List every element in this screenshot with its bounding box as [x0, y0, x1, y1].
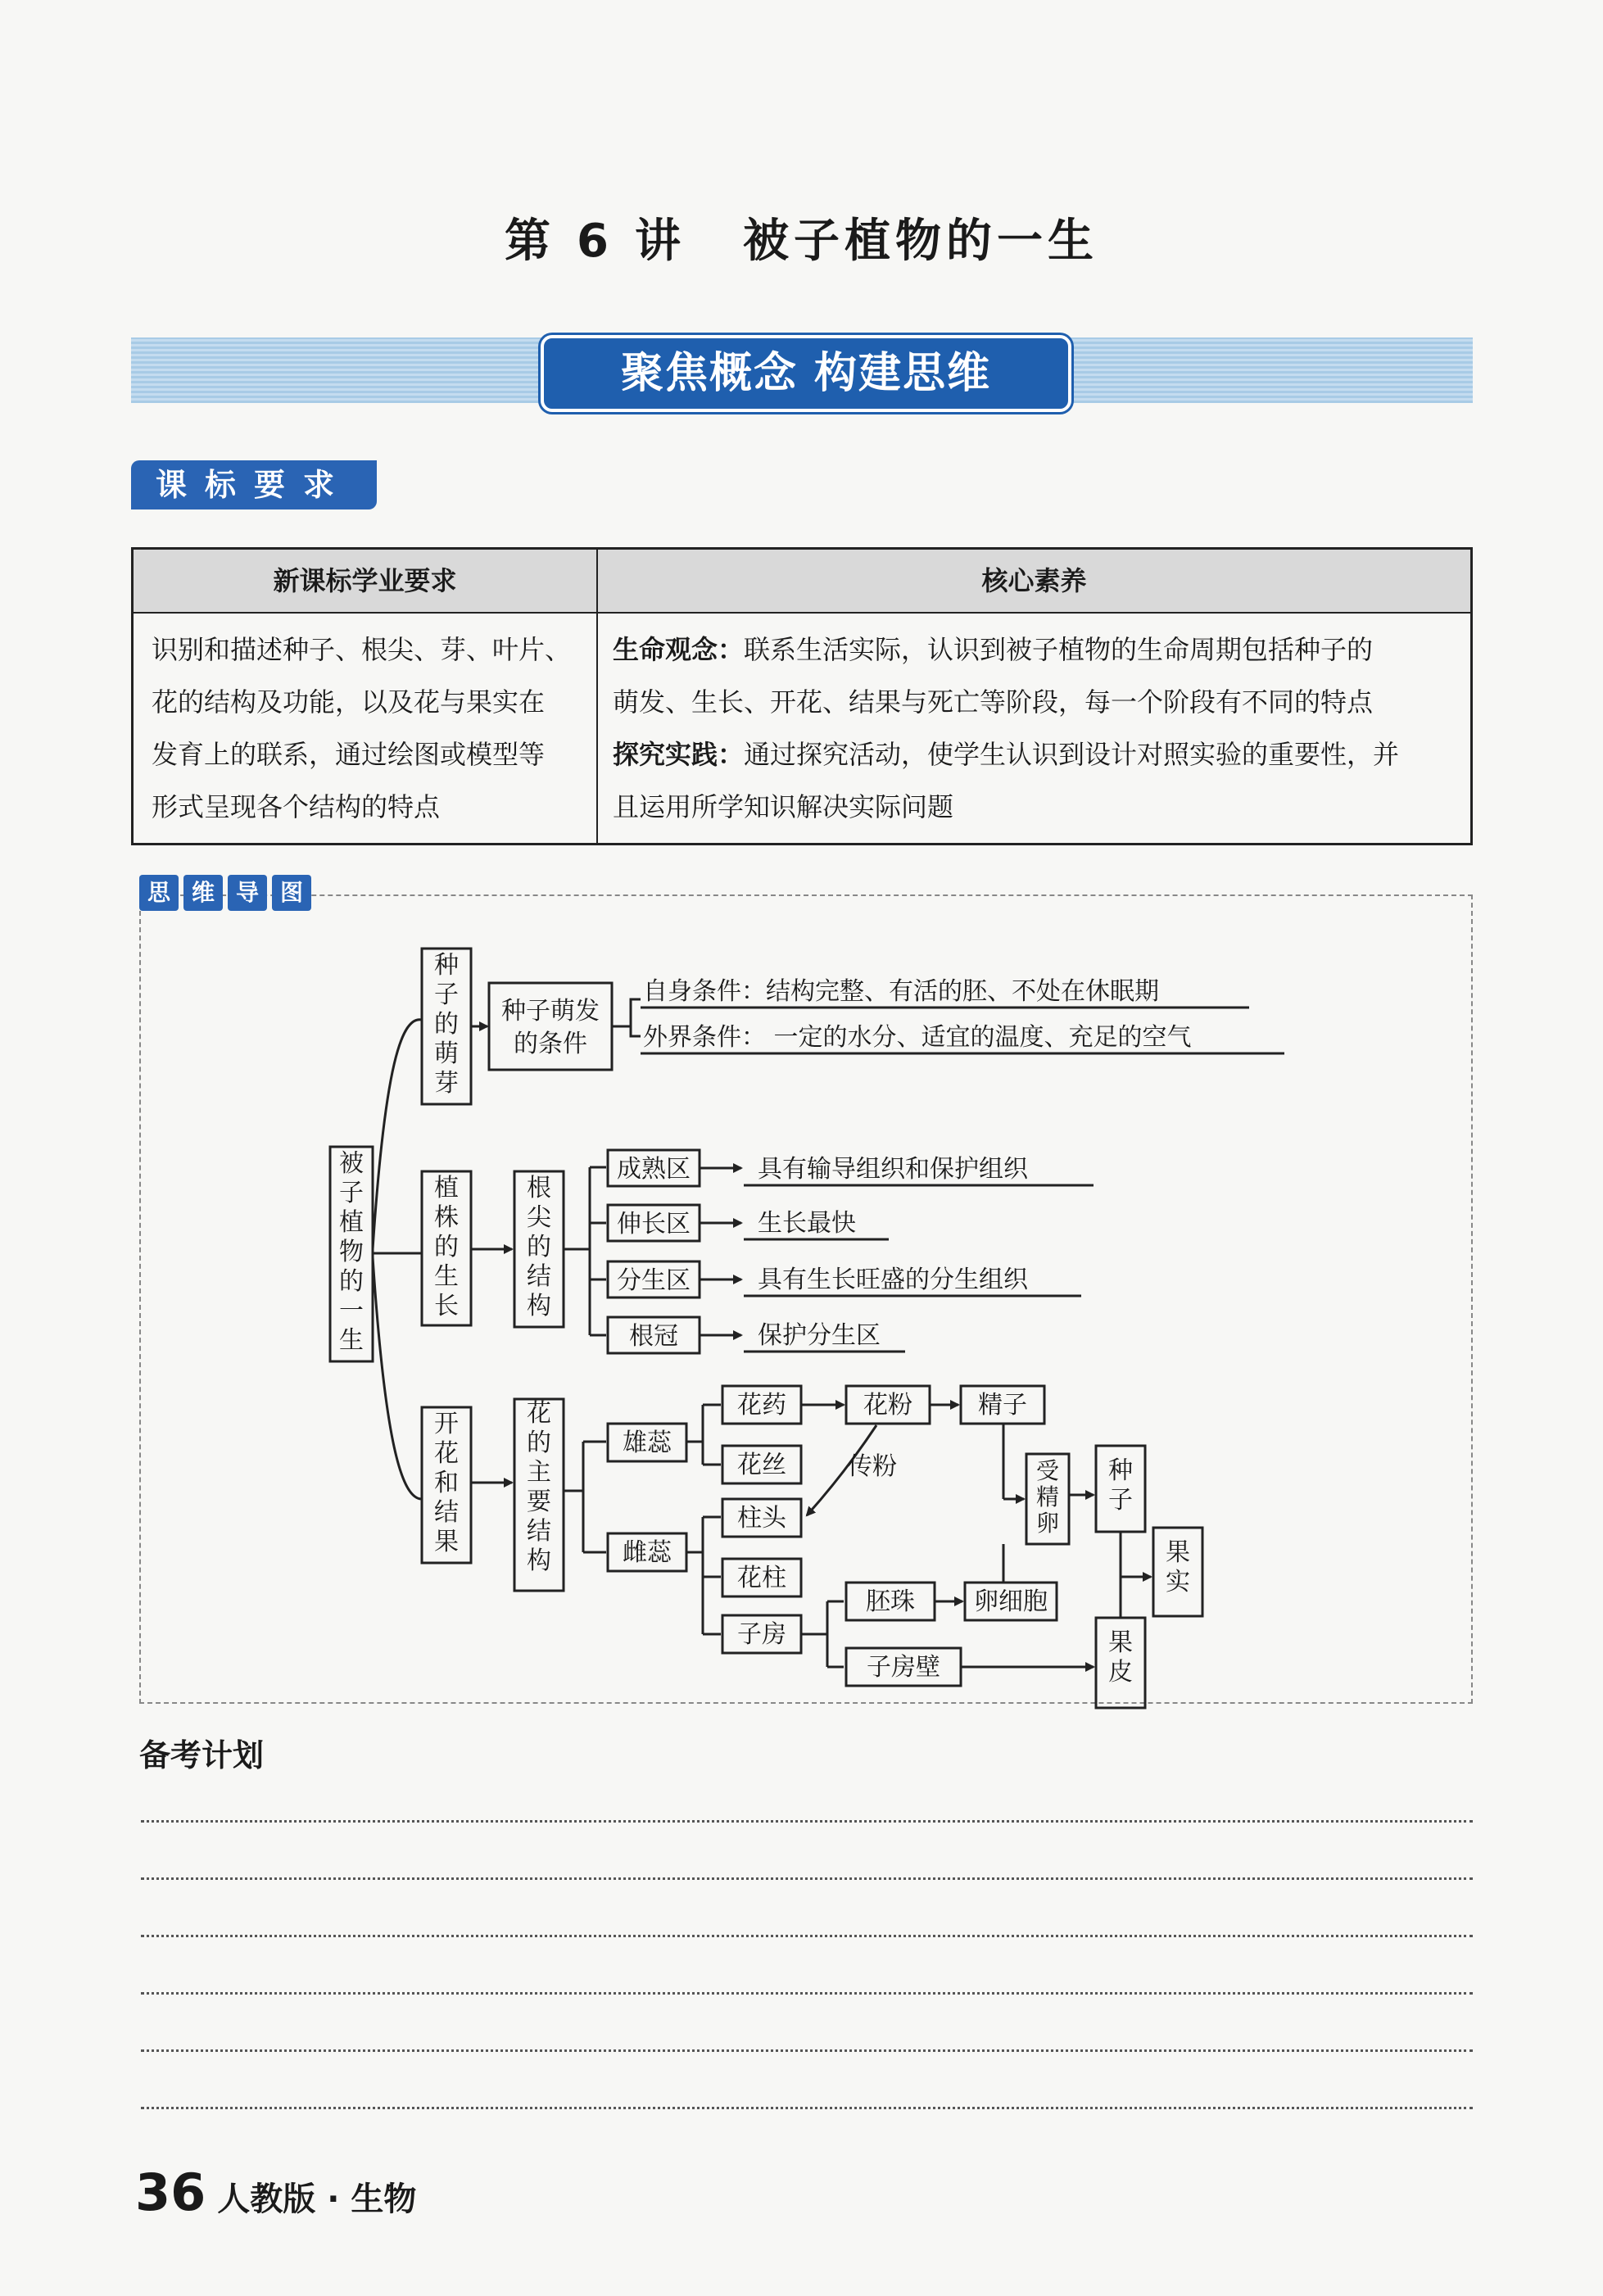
svg-text:被子植物的一生: 被子植物的一生: [339, 1149, 364, 1355]
zone-maturation-desc: 具有输导组织和保护组织: [758, 1155, 1028, 1184]
self-conditions: 自身条件：结构完整、有活的胚、不处在休眠期: [643, 977, 1159, 1006]
ovule-box: 胚珠: [866, 1587, 915, 1616]
seed-box: [1108, 1456, 1133, 1515]
pericarp-box: [1108, 1628, 1133, 1687]
fruit-box: [1166, 1538, 1190, 1596]
svg-text:根尖的结构: 根尖的结构: [527, 1174, 551, 1320]
flower-main-structure: [527, 1399, 551, 1575]
study-plan-title: 备考计划: [139, 1737, 265, 1773]
svg-text:种子: 种子: [1108, 1456, 1133, 1515]
page-title: 第 6 讲 被子植物的一生: [505, 215, 1098, 268]
svg-text:受精卵: 受精卵: [1035, 1457, 1060, 1537]
svg-text:种子的萌芽: 种子的萌芽: [434, 951, 459, 1098]
zygote-box: [1036, 1457, 1059, 1537]
table-cell-left: 识别和描述种子、根尖、芽、叶片、 花的结构及功能，以及花与果实在 发育上的联系，通过绘图或模型等 形式呈现各个结构的特点: [152, 634, 572, 822]
branch-flower-fruit: [434, 1410, 459, 1556]
root-tip-structure: [527, 1174, 551, 1320]
zone-elongation: 伸长区: [617, 1210, 691, 1239]
filament-box: 花丝: [737, 1451, 786, 1479]
branch-plant-growth: [434, 1174, 459, 1320]
branch-seed-germination: [434, 951, 459, 1098]
style-box: 花柱: [737, 1564, 786, 1592]
zone-root-cap-desc: 保护分生区: [758, 1321, 881, 1350]
zone-meristem-desc: 具有生长旺盛的分生组织: [758, 1266, 1028, 1294]
curriculum-tag: 课标要求: [131, 460, 377, 509]
root-label: [339, 1149, 364, 1355]
table-header-right: 核心素养: [598, 550, 1470, 614]
zone-elongation-desc: 生长最快: [758, 1209, 856, 1238]
mindmap-tag: 思 维 导 图: [139, 875, 311, 911]
ovary-wall-box: 子房壁: [867, 1653, 940, 1682]
svg-text:植株的生长: 植株的生长: [434, 1174, 459, 1320]
ovary-box: 子房: [737, 1620, 786, 1649]
germination-box-line2: 的条件: [514, 1030, 587, 1058]
svg-text:果实: 果实: [1166, 1538, 1190, 1596]
book-name: 人教版 · 生物: [217, 2181, 417, 2218]
table-cell-right: 生命观念：联系生活实际，认识到被子植物的生命周期包括种子的 萌发、生长、开花、结果与死亡等阶段，每一个阶段有不同的特点 探究实践：通过探究活动，使学生认识到设计对照实验的重要性，并 且运用所学知识解决实际问题: [613, 634, 1400, 822]
plan-line[interactable]: [141, 2049, 1473, 2052]
pistil-box: 雌蕊: [623, 1538, 672, 1567]
pollination-label: 传粉: [848, 1452, 897, 1481]
plan-line[interactable]: [141, 2107, 1473, 2109]
table-header-left: 新课标学业要求: [134, 550, 596, 614]
stamen-box: 雄蕊: [623, 1429, 672, 1457]
svg-text:果皮: 果皮: [1108, 1628, 1133, 1687]
svg-text:开花和结果: 开花和结果: [434, 1410, 459, 1556]
plan-line[interactable]: [141, 1935, 1473, 1937]
zone-meristem: 分生区: [617, 1266, 691, 1295]
pollen-box: 花粉: [863, 1391, 912, 1420]
zone-maturation: 成熟区: [617, 1155, 691, 1184]
section-banner: 聚焦概念 构建思维: [541, 335, 1071, 412]
egg-cell-box: 卵细胞: [974, 1587, 1048, 1616]
page-footer: [135, 2162, 416, 2222]
plan-line[interactable]: [141, 1877, 1473, 1880]
germination-box-line1: 种子萌发: [501, 997, 600, 1026]
page-number: 36: [135, 2162, 206, 2222]
sperm-box: 精子: [978, 1391, 1027, 1420]
zone-root-cap: 根冠: [629, 1322, 678, 1351]
stigma-box: 柱头: [737, 1504, 786, 1533]
plan-line[interactable]: [141, 1992, 1473, 1995]
anther-box: 花药: [737, 1391, 786, 1420]
external-conditions: 外界条件： 一定的水分、适宜的温度、充足的空气: [643, 1023, 1192, 1052]
plan-line[interactable]: [141, 1820, 1473, 1823]
svg-text:花的主要结构: 花的主要结构: [527, 1399, 551, 1575]
